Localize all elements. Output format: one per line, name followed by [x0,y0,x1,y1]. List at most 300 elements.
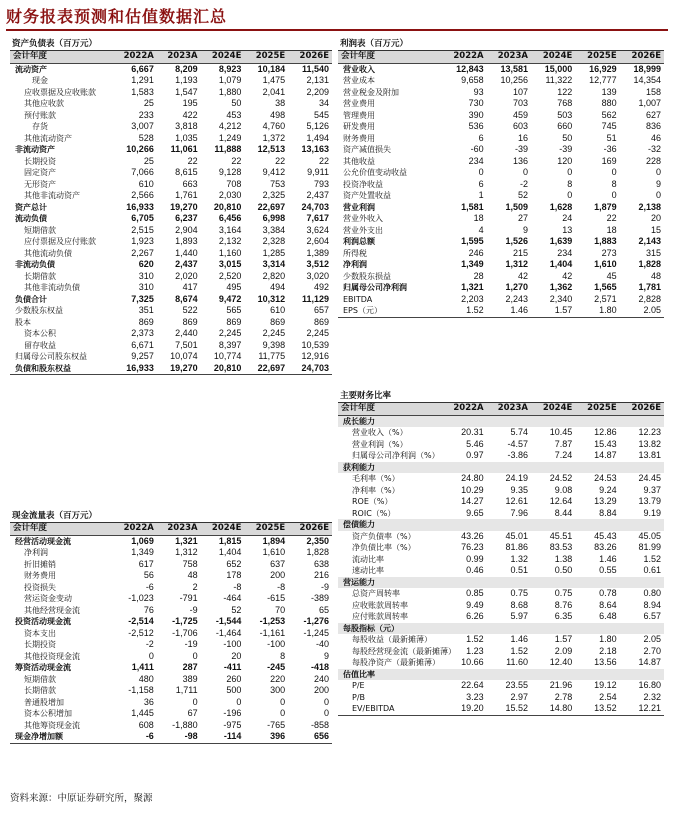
value-cell: 453 [226,109,242,120]
value-cell [575,669,619,681]
value-cell: 48 [650,270,661,281]
value-cell [487,415,531,427]
value-cell: 422 [182,109,198,120]
value-cell: 0 [478,167,484,177]
value-cell: -411 [223,662,242,672]
row-label: 负债合计 [15,294,47,304]
value-cell: 12,513 [257,144,286,154]
row-label: 折旧摊销 [24,559,56,569]
value-cell: 10,539 [301,339,329,350]
value-cell: 11,322 [545,75,573,85]
value-cell: 1,879 [594,201,617,212]
value-cell: 24.53 [594,473,617,483]
value-cell: 315 [645,247,661,258]
table-row [10,144,332,156]
value-cell: 233 [138,109,154,120]
value-cell: 351 [138,305,154,315]
table-row [10,593,332,605]
table-row [338,450,664,462]
value-cell: 528 [138,132,154,143]
value-cell: 11,540 [301,63,329,74]
value-cell: 1,628 [549,201,573,212]
value-cell: 9.08 [554,484,573,495]
value-cell: 20,810 [213,201,242,212]
value-cell: 13,581 [500,63,528,74]
value-cell: 656 [288,731,332,743]
value-cell: 3,020 [306,270,329,281]
financial-ratios-title: 主要财务比率 [338,390,664,403]
value-cell: 9.49 [466,599,484,610]
table-row [338,75,664,87]
value-cell: 2,243 [505,293,528,304]
table-row [338,213,664,225]
table-row [338,508,664,520]
value-cell: 228 [645,155,661,166]
value-cell: 70 [275,604,286,615]
value-cell: -32 [647,144,661,154]
row-label: 营运资金变动 [24,594,72,603]
table-row [10,328,332,340]
table-row [10,294,332,306]
value-cell: 12,916 [301,351,329,361]
value-cell: 1.52 [442,305,486,317]
table-row [10,202,332,214]
row-label: 营业费用 [343,99,375,108]
value-cell: -9 [320,581,329,592]
row-label: 投资活动现金流 [15,617,71,626]
table-row [338,634,664,646]
value-cell: 2,209 [306,86,329,97]
value-cell: 120 [557,155,573,166]
year-header: 2025E [575,403,619,415]
table-row [10,98,332,110]
value-cell: 42 [562,270,573,281]
value-cell: -464 [223,593,242,603]
value-cell [531,519,575,531]
row-label: 经营活动现金流 [15,536,71,546]
value-cell: 22 [275,155,286,166]
value-cell: 1,893 [175,236,198,246]
value-cell: 0.46 [466,565,484,575]
year-header: 2022A [442,403,486,415]
value-cell: -2 [519,178,528,189]
table-row [10,351,332,363]
value-cell: 0.80 [643,588,661,598]
value-cell: 1.46 [487,305,531,317]
table-row [10,708,332,720]
value-cell: 869 [138,316,154,327]
value-cell: 0.99 [466,553,484,564]
value-cell: 1,079 [218,75,242,85]
value-cell: 0 [236,696,242,707]
value-cell: 1,923 [131,236,154,246]
value-cell: -245 [267,662,286,672]
row-label: 长期投资 [24,640,56,649]
section-label: 成长能力 [338,415,442,427]
value-cell: 9,398 [262,339,286,350]
value-cell: 1.52 [643,553,661,564]
value-cell: 10.66 [461,657,484,667]
row-label: 财务费用 [343,133,375,143]
value-cell: 136 [512,155,528,166]
value-cell: 1.80 [599,634,617,644]
value-cell: 0.51 [510,565,528,575]
value-cell: 83.26 [594,542,617,552]
value-cell: 9.24 [599,484,617,495]
value-cell [442,415,486,427]
row-label: 利润总额 [343,237,375,246]
balance-sheet-table [10,51,332,375]
row-label: 负债和股东权益 [10,363,113,375]
value-cell: 1,828 [306,547,329,557]
value-cell: 417 [182,282,198,292]
value-cell [487,669,531,681]
value-cell: 869 [313,316,329,327]
table-row [10,63,332,75]
row-label: 存货 [32,122,48,131]
value-cell [575,462,619,474]
value-cell: 1,404 [549,259,573,269]
value-cell: 42 [517,270,528,281]
value-cell: 12.23 [638,427,661,437]
value-cell: -1,544 [215,616,242,626]
value-cell: 8.76 [554,599,573,610]
table-row [10,582,332,594]
header-row [338,51,664,63]
table-row [10,167,332,179]
year-header: 2022A [442,51,486,63]
value-cell: 11,129 [301,293,329,304]
section-row [338,577,664,589]
year-header: 2026E [620,51,664,63]
value-cell: 1.52 [466,634,484,644]
value-cell: 498 [270,109,286,120]
value-cell: 1,362 [549,282,573,292]
value-cell: -1,245 [303,627,329,638]
value-cell: 8.68 [510,599,528,610]
value-cell: 19.20 [442,703,486,715]
value-cell: 14.80 [531,703,575,715]
value-cell: 492 [313,282,329,292]
value-cell [620,519,664,531]
value-cell: 3,512 [306,259,329,269]
value-cell: -791 [179,593,198,603]
year-header: 2025E [244,523,288,535]
value-cell: 608 [138,719,154,730]
value-cell: 2,143 [638,236,661,246]
value-cell: 9 [522,224,528,235]
value-cell: 13.79 [638,496,661,506]
value-cell: 637 [270,558,286,569]
value-cell: 246 [468,247,484,258]
value-cell: 1,312 [505,259,528,269]
value-cell: 2,203 [461,293,484,304]
value-cell: 2,267 [131,247,154,258]
row-label: 营业外收入 [343,214,383,223]
row-label: 投资损失 [24,582,56,592]
value-cell: 2.97 [510,691,528,702]
table-row [10,87,332,99]
value-cell: 24.19 [505,473,528,483]
value-cell: 2,132 [218,236,242,246]
value-cell: 1,349 [131,547,154,557]
value-cell: 2,828 [638,293,661,304]
value-cell: 18 [606,224,617,235]
value-cell: 16 [517,132,528,143]
value-cell: 0 [611,167,617,177]
value-cell: 1,610 [594,259,617,269]
value-cell [487,577,531,589]
value-cell: 24.52 [549,473,573,483]
value-cell: 1,494 [306,132,329,143]
table-row [10,133,332,145]
value-cell: 14.27 [461,496,484,506]
table-row [10,547,332,559]
value-cell: 1,883 [594,236,617,246]
value-cell [487,519,531,531]
value-cell: 536 [468,121,484,131]
table-row [10,340,332,352]
value-cell: 22 [318,155,329,166]
value-cell: 7,501 [175,339,198,350]
table-row [10,248,332,260]
row-label: EPS（元） [338,305,442,317]
table-row [10,628,332,640]
value-cell: 730 [468,98,484,108]
value-cell: 45 [606,270,617,281]
value-cell: 3.23 [466,691,484,702]
row-label: EV/EBITDA [338,703,442,715]
value-cell: -8 [233,581,242,592]
row-label: 应收账款周转率 [352,600,408,610]
row-label: 营业收入 [343,64,375,74]
value-cell: 8.94 [643,599,661,610]
table-row [338,294,664,306]
value-cell: 19,270 [170,201,198,212]
value-cell [575,519,619,531]
value-cell: 0 [280,696,286,707]
value-cell: 1,581 [461,201,484,212]
value-cell: 3,384 [262,224,286,235]
value-cell: 234 [468,155,484,166]
value-cell: -1,276 [303,616,329,626]
value-cell: 27 [517,213,528,223]
value-cell: -1,706 [172,627,198,638]
value-cell: 793 [313,178,329,189]
value-cell: -1,725 [172,616,198,626]
value-cell: -389 [310,593,329,603]
value-cell: 1,761 [175,190,198,200]
value-cell: 260 [226,673,242,684]
value-cell: 1,249 [218,132,242,143]
value-cell: 12.40 [549,657,573,667]
row-label: 长期借款 [24,686,56,695]
value-cell: 287 [182,662,198,672]
value-cell: -100 [267,639,286,649]
value-cell: 21.96 [549,680,573,690]
value-cell: 3,314 [262,259,286,269]
value-cell [531,623,575,635]
column-header: 会计年度 [10,523,113,535]
row-label: 总资产周转率 [352,589,400,598]
value-cell: 9,128 [218,167,242,177]
table-row [10,559,332,571]
row-label: 长期投资 [24,156,56,166]
value-cell [620,462,664,474]
value-cell: 4,212 [218,121,242,131]
value-cell: 0.75 [510,588,528,598]
table-row [338,282,664,294]
value-cell: 7,066 [131,167,154,177]
table-row [338,236,664,248]
value-cell: 3,818 [175,121,198,131]
header-row [338,403,664,415]
row-label: 其他流动负债 [24,248,72,258]
value-cell: 9,911 [307,167,329,177]
value-cell: 0.78 [599,588,617,598]
section-row [338,519,664,531]
column-header: 会计年度 [338,51,442,63]
year-header: 2023A [487,51,531,63]
value-cell [575,415,619,427]
value-cell: 1.32 [510,553,528,564]
value-cell [442,519,486,531]
row-label: 其他非流动负债 [24,283,80,292]
value-cell: 4 [478,224,484,235]
value-cell: 122 [557,86,573,97]
value-cell: 2,373 [131,328,154,338]
row-label: 流动负债 [15,214,47,223]
value-cell: 2,437 [175,259,198,269]
value-cell: 8,923 [218,63,242,74]
row-label: 资产负债率（%） [352,531,416,541]
section-row [338,623,664,635]
value-cell: 12,777 [589,75,617,85]
year-header: 2025E [244,51,288,63]
table-row [338,121,664,133]
year-header: 2026E [620,403,664,415]
value-cell: 495 [226,282,242,292]
value-cell: 10,312 [257,293,286,304]
value-cell: 7.96 [510,507,528,518]
page-title: 财务报表预测和估值数据汇总 [6,7,228,26]
value-cell: 1,475 [262,75,286,85]
value-cell: 522 [182,305,198,315]
value-cell: 11,061 [170,144,198,154]
table-row [338,657,664,669]
value-cell: 2.05 [620,305,664,317]
value-cell: 8 [611,178,617,189]
table-row [338,485,664,497]
value-cell: -114 [201,731,245,743]
value-cell: 753 [270,178,286,189]
row-label: 归属母公司净利润（%） [352,451,440,460]
value-cell: 1.80 [575,305,619,317]
value-cell: 1,440 [175,247,198,258]
row-label: 现金 [32,76,48,85]
table-row [338,542,664,554]
value-cell: 18 [473,213,484,223]
value-cell: 10,774 [213,351,242,361]
value-cell: 9,472 [218,293,242,304]
row-label: 资本支出 [24,628,56,638]
row-label: 非流动资产 [15,145,55,154]
row-label: 每股经营现金流（最新摊薄） [352,646,456,656]
value-cell: 13.82 [638,438,661,449]
value-cell: 2.18 [599,645,617,656]
value-cell: -196 [223,708,242,718]
value-cell: 503 [557,109,573,120]
value-cell: 565 [226,305,242,315]
table-row [338,190,664,202]
row-label: 其他筹资现金流 [24,720,80,730]
value-cell: 0 [567,167,573,177]
table-row [10,259,332,271]
value-cell: 14.87 [594,450,617,460]
row-label: 其他经营现金流 [24,605,80,615]
value-cell [531,669,575,681]
table-row [338,144,664,156]
table-row [338,531,664,543]
value-cell: 6 [478,178,484,189]
value-cell: 2,030 [218,190,242,200]
value-cell: 9,658 [461,75,484,85]
value-cell: 13.81 [638,450,661,460]
value-cell: 869 [182,316,198,327]
value-cell: -6 [145,581,154,592]
table-row [10,731,332,743]
row-label: 每股净资产（最新摊薄） [352,658,440,667]
table-row [10,535,332,547]
value-cell: 3,007 [131,121,154,131]
value-cell: 610 [138,178,154,189]
value-cell: 14.87 [638,657,661,667]
value-cell: 46 [650,132,661,143]
value-cell: 0 [148,650,154,661]
value-cell: 1,711 [175,685,198,695]
value-cell: 15,000 [544,63,573,74]
value-cell: 195 [182,98,198,108]
table-row [10,179,332,191]
value-cell: 8.84 [599,507,617,518]
year-header: 2026E [288,523,332,535]
table-row [10,225,332,237]
value-cell: 0 [323,708,329,718]
balance-sheet-panel [10,38,332,375]
value-cell: 1,828 [638,259,661,269]
source-footnote: 资料来源：中原证券研究所，聚源 [10,793,153,804]
value-cell: 19.12 [594,680,617,690]
value-cell: 0 [655,167,661,177]
table-row [10,121,332,133]
value-cell: 663 [182,178,198,189]
value-cell: 6.35 [554,611,573,621]
value-cell: 1,160 [218,247,242,258]
value-cell: -8 [277,581,286,592]
value-cell: 8,209 [175,63,198,74]
value-cell: 11,888 [214,144,242,154]
value-cell [531,577,575,589]
table-row [338,680,664,692]
value-cell: 6.48 [599,611,617,621]
value-cell [531,462,575,474]
value-cell: 1 [478,190,484,200]
value-cell: 617 [138,558,154,569]
value-cell: 6,237 [175,213,198,223]
table-row [338,427,664,439]
value-cell: 2,604 [306,236,329,246]
year-header: 2024E [531,403,575,415]
